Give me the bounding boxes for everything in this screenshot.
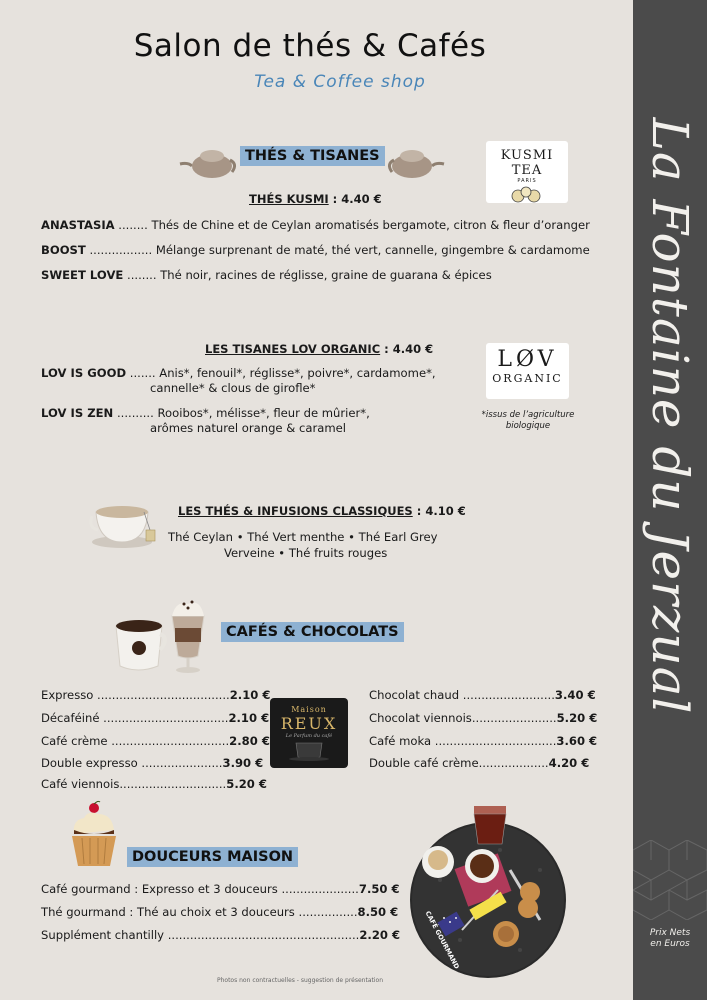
prix-note: Prix Nets en Euros bbox=[649, 928, 691, 949]
teacup-icon bbox=[88, 498, 162, 550]
section-coffees-badge: CAFÉS & CHOCOLATS bbox=[221, 622, 404, 642]
sweet-item: Café gourmand : Expresso et 3 douceurs .....................7.50 € bbox=[41, 882, 400, 896]
chocolate-item: Double café crème...................4.20 € bbox=[369, 756, 590, 770]
maison-reux-logo: Maison REUX Le Parfum du café bbox=[270, 698, 348, 768]
section-sweets-badge: DOUCEURS MAISON bbox=[127, 847, 298, 867]
tea-item-lov-is-good: LOV IS GOOD ....... Anis*, fenouil*, réglisse*, poivre*, cardamome*, bbox=[41, 366, 436, 380]
tea-item-lov-is-zen-line2: arômes naturel orange & caramel bbox=[150, 421, 346, 435]
teapot-right-icon bbox=[386, 144, 446, 180]
band-title: La Fontaine du Jerzual bbox=[641, 117, 699, 715]
photo-footnote: Photos non contractuelles - suggestion de présentation bbox=[216, 977, 384, 984]
flower-icon bbox=[504, 184, 550, 208]
tea-item-anastasia: ANASTASIA ........ Thés de Chine et de Ceylan aromatisés bergamote, citron & fleur d’oranger bbox=[41, 218, 590, 232]
coffee-item: Café crème ................................2.80 € bbox=[41, 734, 270, 748]
page-title: Salon de thés & Cafés bbox=[133, 28, 487, 64]
coffee-item: Café viennois.............................5.20 € bbox=[41, 777, 267, 791]
kusmi-heading: THÉS KUSMI : 4.40 € bbox=[249, 192, 382, 206]
lov-organic-logo: LØV ORGANIC bbox=[486, 343, 569, 399]
tea-item-lov-is-good-line2: cannelle* & clous de girofle* bbox=[150, 381, 316, 395]
kusmi-tea-logo: KUSMI TEA PARIS bbox=[486, 141, 568, 203]
teapot-left-icon bbox=[178, 144, 238, 180]
tea-item-boost: BOOST ................. Mélange surprenant de maté, thé vert, cannelle, gingembre & cardamome bbox=[41, 243, 590, 257]
coffee-item: Double expresso ......................3.90 € bbox=[41, 756, 264, 770]
cupcake-icon bbox=[68, 800, 120, 870]
tea-item-lov-is-zen: LOV IS ZEN .......... Rooibos*, mélisse*, fleur de mûrier*, bbox=[41, 406, 370, 420]
coffee-cups-icon bbox=[112, 590, 212, 676]
coffee-item: Décaféiné ..................................2.10 € bbox=[41, 711, 270, 725]
organic-note: *issus de l’agriculture biologique bbox=[481, 410, 575, 431]
classic-teas-line1: Thé Ceylan • Thé Vert menthe • Thé Earl Grey bbox=[168, 530, 438, 544]
coffee-cup-logo-icon bbox=[284, 739, 334, 761]
chocolate-item: Chocolat chaud .........................3.40 € bbox=[369, 688, 596, 702]
page-subtitle: Tea & Coffee shop bbox=[254, 72, 426, 92]
classic-teas-line2: Verveine • Thé fruits rouges bbox=[224, 546, 388, 560]
section-teas-badge: THÉS & TISANES bbox=[240, 146, 385, 166]
classic-heading: LES THÉS & INFUSIONS CLASSIQUES : 4.10 € bbox=[178, 504, 466, 518]
chocolate-item: Café moka .................................3.60 € bbox=[369, 734, 598, 748]
plate-label: CAFÉ GOURMAND bbox=[423, 909, 461, 971]
sweet-item: Supplément chantilly ....................................................2.20 € bbox=[41, 928, 401, 942]
sweet-item: Thé gourmand : Thé au choix et 3 douceurs ................8.50 € bbox=[41, 905, 399, 919]
plate-label-wrapper bbox=[410, 910, 460, 970]
coffee-item: Expresso ....................................2.10 € bbox=[41, 688, 271, 702]
tea-item-sweet-love: SWEET LOVE ........ Thé noir, racines de réglisse, graine de guarana & épices bbox=[41, 268, 492, 282]
chocolate-item: Chocolat viennois.......................5.20 € bbox=[369, 711, 598, 725]
lov-heading: LES TISANES LOV ORGANIC : 4.40 € bbox=[205, 342, 434, 356]
cube-pattern-icon bbox=[633, 840, 707, 920]
